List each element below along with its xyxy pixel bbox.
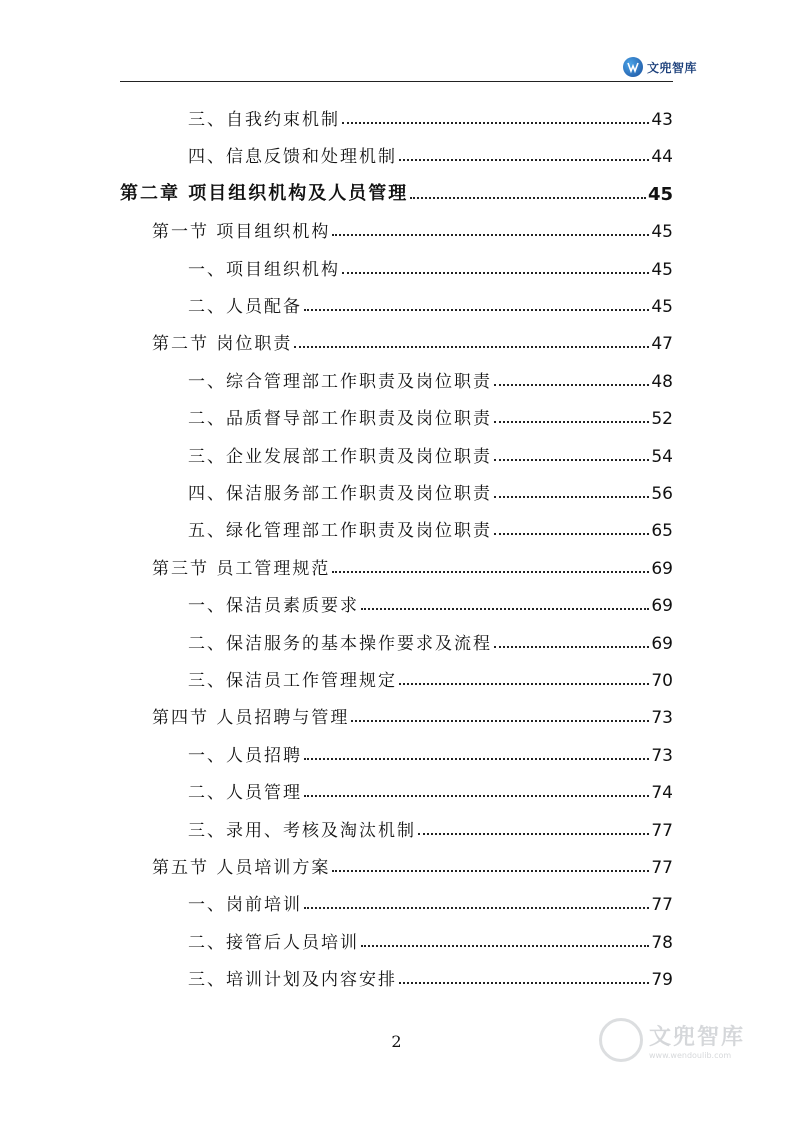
toc-page-number: 77: [651, 895, 673, 916]
toc-label: 二、人员管理: [188, 783, 302, 804]
toc-leader-dots: [399, 159, 649, 161]
toc-page-number: 69: [651, 633, 673, 654]
toc-section: [152, 698, 673, 728]
toc-label: 第二节 岗位职责: [152, 334, 293, 355]
toc-leader-dots: [342, 272, 649, 274]
toc-label: 一、岗前培训: [188, 895, 302, 916]
watermark-text: 文兜智库: [648, 1025, 745, 1050]
toc-page-number: 52: [651, 409, 673, 430]
toc-label: 二、品质督导部工作职责及岗位职责: [188, 409, 492, 430]
toc-page-number: 69: [651, 596, 673, 617]
toc-label: 三、企业发展部工作职责及岗位职责: [188, 446, 492, 467]
toc-leader-dots: [494, 533, 649, 535]
toc-item: [188, 773, 673, 803]
toc-leader-dots: [494, 646, 649, 648]
toc-item: [188, 736, 673, 766]
watermark-logo-icon: [599, 1018, 643, 1062]
toc-page-number: 43: [651, 110, 673, 130]
toc-leader-dots: [351, 720, 649, 722]
toc-page-number: 56: [651, 484, 673, 504]
toc-leader-dots: [304, 758, 649, 760]
toc-leader-dots: [410, 197, 646, 199]
toc-item: [188, 474, 673, 504]
toc-item: [188, 362, 673, 392]
toc-leader-dots: [494, 496, 649, 498]
toc-item: [188, 399, 673, 429]
toc-leader-dots: [361, 608, 649, 610]
toc-leader-dots: [332, 870, 649, 872]
toc-item: [188, 661, 673, 691]
toc-item: [188, 586, 673, 616]
toc-page-number: 45: [651, 222, 673, 243]
toc-leader-dots: [399, 683, 649, 685]
toc-page-number: 77: [651, 820, 673, 841]
toc-item: [188, 624, 673, 654]
toc-item: [188, 100, 673, 130]
header-rule: [120, 81, 673, 82]
toc-item: [188, 287, 673, 317]
header-logo: [623, 57, 697, 77]
toc-page-number: 65: [651, 521, 673, 542]
toc-item: [188, 137, 673, 167]
toc-page-number: 69: [651, 558, 673, 579]
toc-label: 第五节 人员培训方案: [152, 858, 331, 878]
toc-page-number: 74: [651, 783, 673, 804]
toc-page-number: 48: [651, 371, 673, 392]
toc-leader-dots: [304, 309, 649, 311]
wendou-logo-icon: [623, 57, 643, 77]
toc-section: [152, 848, 673, 878]
toc-label: 二、接管后人员培训: [188, 932, 359, 953]
toc-label: 二、人员配备: [188, 297, 302, 317]
toc-item: [188, 923, 673, 953]
toc-leader-dots: [304, 795, 649, 797]
toc-item: [188, 811, 673, 841]
toc-leader-dots: [294, 346, 649, 348]
toc-item: [188, 960, 673, 990]
toc-leader-dots: [361, 945, 649, 947]
toc-page-number: 73: [651, 708, 673, 729]
toc-leader-dots: [418, 833, 649, 835]
toc-label: 三、录用、考核及淘汰机制: [188, 820, 416, 841]
toc-chapter: [120, 175, 673, 205]
toc-leader-dots: [332, 234, 649, 236]
toc-item: [188, 437, 673, 467]
toc-page-number: 70: [651, 671, 673, 691]
toc-label: 一、项目组织机构: [188, 259, 340, 280]
toc-section: [152, 212, 673, 242]
toc-leader-dots: [342, 122, 649, 124]
toc-page-number: 73: [651, 745, 673, 766]
toc-page-number: 45: [647, 183, 673, 205]
toc-item: [188, 250, 673, 280]
toc-page-number: 79: [651, 970, 673, 991]
toc-page-number: 54: [651, 446, 673, 467]
toc-label: 五、绿化管理部工作职责及岗位职责: [188, 521, 492, 542]
watermark-url: www.wendoulib.com: [648, 1051, 732, 1060]
toc-label: 四、保洁服务部工作职责及岗位职责: [188, 484, 492, 504]
toc-page-number: 78: [651, 932, 673, 953]
toc-leader-dots: [494, 421, 649, 423]
toc-leader-dots: [494, 459, 649, 461]
toc-label: 一、保洁员素质要求: [188, 596, 359, 617]
toc-leader-dots: [399, 982, 649, 984]
toc-label: 第四节 人员招聘与管理: [152, 708, 350, 729]
toc-label: 第二章 项目组织机构及人员管理: [120, 182, 409, 204]
toc-label: 三、保洁员工作管理规定: [188, 671, 397, 691]
toc-label: 二、保洁服务的基本操作要求及流程: [188, 633, 492, 654]
toc-label: 第一节 项目组织机构: [152, 222, 331, 243]
toc-label: 第三节 员工管理规范: [152, 558, 331, 579]
toc-item: [188, 511, 673, 541]
toc-label: 一、综合管理部工作职责及岗位职责: [188, 371, 492, 392]
toc-label: 三、自我约束机制: [188, 110, 340, 130]
toc-label: 四、信息反馈和处理机制: [188, 147, 397, 168]
toc-section: [152, 549, 673, 579]
logo-text: 文兜智库: [646, 60, 697, 75]
page-number: 2: [391, 1032, 402, 1051]
toc-leader-dots: [304, 907, 649, 909]
toc-leader-dots: [494, 384, 649, 386]
toc-page-number: 44: [651, 147, 673, 168]
toc-section: [152, 324, 673, 354]
toc-page-number: 45: [651, 259, 673, 280]
toc-item: [188, 885, 673, 915]
toc-page-number: 47: [651, 334, 673, 355]
toc-leader-dots: [332, 571, 649, 573]
toc-page-number: 77: [651, 858, 673, 878]
toc-label: 一、人员招聘: [188, 745, 302, 766]
watermark: [599, 1018, 745, 1062]
toc-label: 三、培训计划及内容安排: [188, 970, 397, 991]
toc-page-number: 45: [651, 297, 673, 317]
